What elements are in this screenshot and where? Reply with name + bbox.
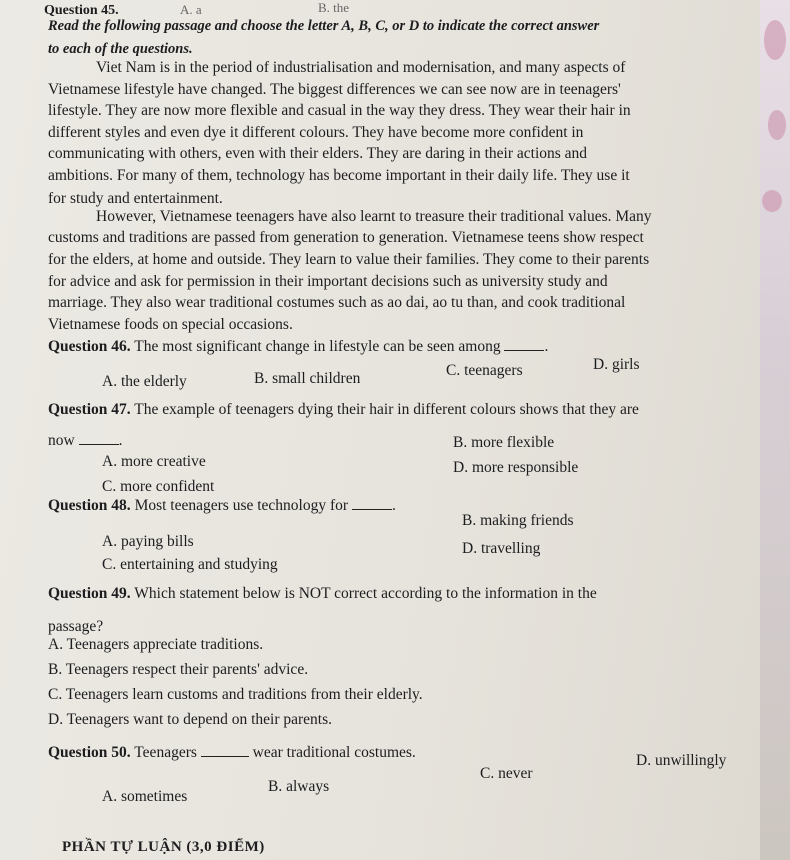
passage-line: marriage. They also wear traditional costumes such as ao dai, ao tu than, and cook traditional	[48, 294, 626, 311]
question-46-text: The most significant change in lifestyle can be seen among	[134, 338, 501, 355]
background-edge	[760, 0, 790, 860]
question-46-option-b: B. small children	[254, 370, 361, 387]
passage-line: Vietnamese lifestyle have changed. The biggest differences we can see now are in teenagers'	[48, 81, 621, 98]
passage-line: However, Vietnamese teenagers have also learnt to treasure their traditional values. Many	[96, 208, 652, 225]
instructions-line-2: to each of the questions.	[48, 41, 193, 57]
question-46-option-a: A. the elderly	[102, 373, 187, 390]
question-47-stem-continued	[48, 432, 122, 450]
question-47-text-2: now	[48, 432, 75, 449]
question-47-option-a: A. more creative	[102, 453, 206, 470]
question-49-option-d: D. Teenagers want to depend on their parents.	[48, 711, 332, 728]
question-50-label: Question 50.	[48, 744, 131, 761]
question-49-stem	[48, 585, 597, 603]
question-49-text: Which statement below is NOT correct according to the information in the	[134, 585, 597, 602]
passage-line: for study and entertainment.	[48, 190, 223, 207]
question-45-option-b: B. the	[318, 0, 350, 15]
question-50-option-b: B. always	[268, 778, 330, 795]
passage-line: Viet Nam is in the period of industrialisation and modernisation, and many aspects of	[96, 59, 626, 76]
question-46-option-d: D. girls	[593, 356, 640, 373]
question-48-option-d: D. travelling	[462, 540, 541, 557]
question-50-option-c: C. never	[480, 765, 533, 782]
question-48-label: Question 48.	[48, 497, 131, 514]
question-46-option-c: C. teenagers	[446, 362, 523, 379]
passage-line: for the elders, at home and outside. They learn to value their families. They come to their parents	[48, 251, 650, 268]
question-50-option-a: A. sometimes	[102, 788, 188, 805]
question-48-option-a: A. paying bills	[102, 533, 194, 550]
question-47-option-b: B. more flexible	[453, 434, 555, 451]
question-49-option-b: B. Teenagers respect their parents' advice.	[48, 661, 309, 678]
question-50-text-post: wear traditional costumes.	[252, 744, 416, 761]
question-46-stem	[48, 338, 548, 356]
passage-line: customs and traditions are passed from generation to generation. Vietnamese teens show respect	[48, 229, 644, 246]
question-47-period: .	[118, 432, 123, 449]
question-48-text: Most teenagers use technology for	[134, 497, 349, 514]
question-49-option-c: C. Teenagers learn customs and traditions from their elderly.	[48, 686, 423, 703]
question-50-stem	[48, 744, 416, 762]
answer-blank	[352, 497, 392, 510]
question-48-option-c: C. entertaining and studying	[102, 556, 278, 573]
question-50-text-pre: Teenagers	[134, 744, 197, 761]
question-45-label: Question 45.	[44, 3, 119, 18]
question-48-stem	[48, 497, 396, 515]
passage-line: for advice and ask for permission in their important decisions such as university study and	[48, 273, 608, 290]
answer-blank	[79, 432, 119, 445]
question-48-period: .	[391, 497, 396, 514]
question-47-stem	[48, 401, 639, 419]
answer-blank	[201, 744, 249, 757]
passage-line: ambitions. For many of them, technology has become important in their daily life. They use it	[48, 167, 630, 184]
question-47-label: Question 47.	[48, 401, 131, 418]
passage-line: different styles and even dye it different colours. They have become more confident in	[48, 124, 584, 141]
passage-line: Vietnamese foods on special occasions.	[48, 316, 293, 333]
question-48-option-b: B. making friends	[462, 512, 574, 529]
question-49-text-2: passage?	[48, 618, 104, 635]
question-47-option-c: C. more confident	[102, 478, 215, 495]
answer-blank	[504, 338, 544, 351]
question-49-option-a: A. Teenagers appreciate traditions.	[48, 636, 264, 653]
question-47-text: The example of teenagers dying their hair in different colours shows that they are	[134, 401, 639, 418]
question-45-option-a: A. a	[180, 2, 202, 17]
question-49-label: Question 49.	[48, 585, 131, 602]
passage-line: lifestyle. They are now more flexible and casual in the way they dress. They wear their hair in	[48, 102, 631, 119]
question-47-option-d: D. more responsible	[453, 459, 579, 476]
instructions-line-1: Read the following passage and choose the letter A, B, C, or D to indicate the correct answer	[48, 18, 600, 34]
essay-section-title: PHẦN TỰ LUẬN (3,0 ĐIỂM)	[62, 839, 265, 855]
question-46-label: Question 46.	[48, 338, 131, 355]
passage-line: communicating with others, even with their elders. They are daring in their actions and	[48, 145, 588, 162]
question-46-period: .	[544, 338, 549, 355]
question-50-option-d: D. unwillingly	[636, 752, 727, 769]
